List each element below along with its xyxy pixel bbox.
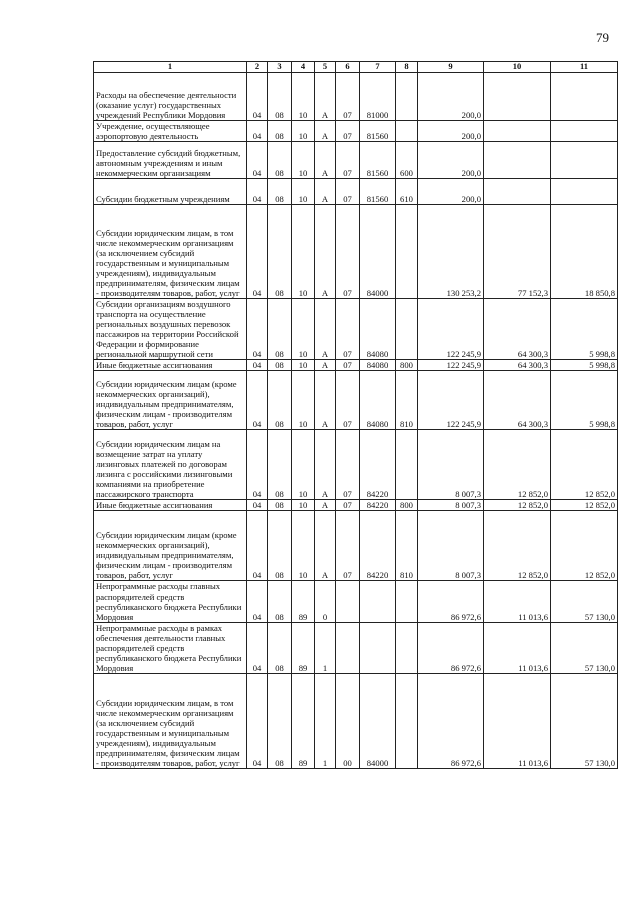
code-cell: 89 (292, 581, 315, 622)
code-cell (396, 121, 418, 142)
code-cell (396, 299, 418, 360)
code-cell: 08 (268, 500, 292, 511)
table-row (94, 360, 618, 371)
code-cell: 600 (396, 142, 418, 179)
code-cell: 81560 (360, 121, 396, 142)
code-cell: 04 (247, 360, 268, 371)
code-cell: А (315, 371, 336, 430)
code-cell: 08 (268, 360, 292, 371)
code-cell: А (315, 360, 336, 371)
code-cell: 84000 (360, 673, 396, 768)
code-cell (336, 581, 360, 622)
amount-cell (484, 73, 551, 121)
row-name: Субсидии бюджетным учреждениям (94, 179, 247, 205)
code-cell (396, 430, 418, 500)
code-cell (396, 73, 418, 121)
amount-cell: 57 130,0 (551, 581, 618, 622)
amount-cell: 11 013,6 (484, 622, 551, 673)
code-cell: 1 (315, 622, 336, 673)
code-cell: 08 (268, 371, 292, 430)
amount-cell: 64 300,3 (484, 360, 551, 371)
row-name: Субсидии юридическим лицам (кроме некоммерческих организаций), индивидуальным предпринимателям, физическим лицам - производителям товаров, работ, услуг (94, 511, 247, 581)
table-row (94, 622, 618, 673)
code-cell: 04 (247, 73, 268, 121)
row-name: Иные бюджетные ассигнования (94, 500, 247, 511)
column-header: 2 (247, 62, 268, 73)
code-cell: 610 (396, 179, 418, 205)
code-cell: 04 (247, 299, 268, 360)
code-cell: 81560 (360, 179, 396, 205)
code-cell: 0 (315, 581, 336, 622)
code-cell: 08 (268, 430, 292, 500)
amount-cell: 12 852,0 (484, 511, 551, 581)
table-body (94, 73, 618, 769)
amount-cell: 12 852,0 (551, 511, 618, 581)
code-cell: 04 (247, 581, 268, 622)
code-cell: 10 (292, 371, 315, 430)
code-cell: 04 (247, 179, 268, 205)
code-cell: А (315, 179, 336, 205)
code-cell: А (315, 511, 336, 581)
code-cell: 04 (247, 205, 268, 299)
amount-cell: 122 245,9 (418, 371, 484, 430)
code-cell: 04 (247, 371, 268, 430)
code-cell: 07 (336, 73, 360, 121)
column-header: 1 (94, 62, 247, 73)
amount-cell (484, 121, 551, 142)
amount-cell: 130 253,2 (418, 205, 484, 299)
row-name: Предоставление субсидий бюджетным, автономным учреждениям и иным некоммерческим организациям (94, 142, 247, 179)
amount-cell: 5 998,8 (551, 299, 618, 360)
table-row (94, 179, 618, 205)
code-cell (396, 581, 418, 622)
row-name: Субсидии юридическим лицам на возмещение затрат на уплату лизинговых платежей по договорам лизинга с российскими лизинговыми компаниями на приобретение пассажирского транспорта (94, 430, 247, 500)
code-cell: 81560 (360, 142, 396, 179)
code-cell: 04 (247, 121, 268, 142)
code-cell: 10 (292, 121, 315, 142)
amount-cell: 86 972,6 (418, 673, 484, 768)
code-cell: 08 (268, 205, 292, 299)
amount-cell: 200,0 (418, 142, 484, 179)
row-name: Субсидии юридическим лицам, в том числе некоммерческим организациям (за исключением субсидий государственным и муниципальным учреждениям), индивидуальным предпринимателям, физическим лицам - производителям товаров, работ, услуг (94, 205, 247, 299)
code-cell: 08 (268, 73, 292, 121)
table-row (94, 511, 618, 581)
table-row (94, 581, 618, 622)
table-row (94, 142, 618, 179)
amount-cell: 200,0 (418, 73, 484, 121)
code-cell: 07 (336, 121, 360, 142)
column-header: 4 (292, 62, 315, 73)
amount-cell: 57 130,0 (551, 673, 618, 768)
column-header: 10 (484, 62, 551, 73)
table-header-row (94, 62, 618, 73)
code-cell: 81000 (360, 73, 396, 121)
code-cell: 84220 (360, 511, 396, 581)
amount-cell: 12 852,0 (484, 500, 551, 511)
code-cell: 08 (268, 622, 292, 673)
code-cell: 04 (247, 430, 268, 500)
code-cell: 10 (292, 360, 315, 371)
code-cell: 10 (292, 179, 315, 205)
code-cell: 04 (247, 622, 268, 673)
amount-cell: 86 972,6 (418, 581, 484, 622)
code-cell: 08 (268, 673, 292, 768)
page-number: 79 (596, 30, 609, 45)
table-row (94, 371, 618, 430)
table-row (94, 500, 618, 511)
amount-cell: 12 852,0 (551, 430, 618, 500)
code-cell: А (315, 500, 336, 511)
code-cell: 800 (396, 360, 418, 371)
code-cell: А (315, 142, 336, 179)
code-cell: 07 (336, 511, 360, 581)
amount-cell (484, 179, 551, 205)
amount-cell (551, 73, 618, 121)
code-cell: 08 (268, 142, 292, 179)
code-cell: 07 (336, 179, 360, 205)
amount-cell: 12 852,0 (551, 500, 618, 511)
code-cell: 800 (396, 500, 418, 511)
row-name: Иные бюджетные ассигнования (94, 360, 247, 371)
code-cell: 10 (292, 500, 315, 511)
table-row (94, 73, 618, 121)
amount-cell: 57 130,0 (551, 622, 618, 673)
code-cell: 10 (292, 299, 315, 360)
code-cell: 04 (247, 500, 268, 511)
code-cell (360, 622, 396, 673)
code-cell: А (315, 73, 336, 121)
code-cell: 1 (315, 673, 336, 768)
amount-cell: 122 245,9 (418, 299, 484, 360)
code-cell (360, 581, 396, 622)
table-row (94, 430, 618, 500)
code-cell: 07 (336, 500, 360, 511)
code-cell: 810 (396, 511, 418, 581)
code-cell: 84000 (360, 205, 396, 299)
amount-cell: 5 998,8 (551, 371, 618, 430)
code-cell: 84080 (360, 371, 396, 430)
row-name: Субсидии организациям воздушного транспорта на осуществление региональных воздушных перевозок пассажиров на территории Российской Федерации и формирование региональной маршрутной сети (94, 299, 247, 360)
budget-table (93, 61, 618, 769)
amount-cell: 86 972,6 (418, 622, 484, 673)
amount-cell: 11 013,6 (484, 673, 551, 768)
table-row (94, 205, 618, 299)
amount-cell: 12 852,0 (484, 430, 551, 500)
code-cell: 84220 (360, 430, 396, 500)
code-cell: 07 (336, 430, 360, 500)
code-cell (396, 673, 418, 768)
code-cell: 10 (292, 73, 315, 121)
amount-cell: 200,0 (418, 179, 484, 205)
amount-cell: 200,0 (418, 121, 484, 142)
code-cell: 08 (268, 299, 292, 360)
amount-cell (551, 121, 618, 142)
row-name: Расходы на обеспечение деятельности (оказание услуг) государственных учреждений Республики Мордовия (94, 73, 247, 121)
amount-cell: 8 007,3 (418, 430, 484, 500)
row-name: Непрограммные расходы в рамках обеспечения деятельности главных распорядителей средств республиканского бюджета Республики Мордовия (94, 622, 247, 673)
column-header: 5 (315, 62, 336, 73)
row-name: Учреждение, осуществляющее аэропортовую деятельность (94, 121, 247, 142)
amount-cell: 5 998,8 (551, 360, 618, 371)
row-name: Субсидии юридическим лицам, в том числе некоммерческим организациям (за исключением субсидий государственным и муниципальным учреждениям), индивидуальным предпринимателям, физическим лицам - производителям товаров, работ, услуг (94, 673, 247, 768)
table-row (94, 673, 618, 768)
row-name: Субсидии юридическим лицам (кроме некоммерческих организаций), индивидуальным предпринимателям, физическим лицам - производителям товаров, работ, услуг (94, 371, 247, 430)
code-cell: 08 (268, 511, 292, 581)
code-cell: А (315, 430, 336, 500)
code-cell: 84080 (360, 360, 396, 371)
code-cell: 04 (247, 673, 268, 768)
column-header: 6 (336, 62, 360, 73)
code-cell: 08 (268, 581, 292, 622)
code-cell: 10 (292, 511, 315, 581)
code-cell: 07 (336, 371, 360, 430)
code-cell (336, 622, 360, 673)
amount-cell: 11 013,6 (484, 581, 551, 622)
code-cell: А (315, 299, 336, 360)
code-cell: А (315, 205, 336, 299)
amount-cell (484, 142, 551, 179)
column-header: 3 (268, 62, 292, 73)
code-cell: А (315, 121, 336, 142)
row-name: Непрограммные расходы главных распорядителей средств республиканского бюджета Республики Мордовия (94, 581, 247, 622)
code-cell: 89 (292, 673, 315, 768)
amount-cell (551, 179, 618, 205)
code-cell: 07 (336, 360, 360, 371)
column-header: 8 (396, 62, 418, 73)
column-header: 11 (551, 62, 618, 73)
code-cell: 10 (292, 430, 315, 500)
amount-cell: 8 007,3 (418, 500, 484, 511)
code-cell: 84220 (360, 500, 396, 511)
amount-cell: 64 300,3 (484, 371, 551, 430)
code-cell (396, 205, 418, 299)
code-cell: 07 (336, 299, 360, 360)
column-header: 9 (418, 62, 484, 73)
amount-cell: 64 300,3 (484, 299, 551, 360)
code-cell: 00 (336, 673, 360, 768)
column-header: 7 (360, 62, 396, 73)
amount-cell: 122 245,9 (418, 360, 484, 371)
code-cell: 10 (292, 205, 315, 299)
code-cell (396, 622, 418, 673)
code-cell: 08 (268, 179, 292, 205)
amount-cell (551, 142, 618, 179)
code-cell: 89 (292, 622, 315, 673)
code-cell: 08 (268, 121, 292, 142)
code-cell: 84080 (360, 299, 396, 360)
code-cell: 10 (292, 142, 315, 179)
code-cell: 04 (247, 511, 268, 581)
table-row (94, 121, 618, 142)
amount-cell: 8 007,3 (418, 511, 484, 581)
code-cell: 810 (396, 371, 418, 430)
table-row (94, 299, 618, 360)
code-cell: 07 (336, 142, 360, 179)
code-cell: 07 (336, 205, 360, 299)
amount-cell: 18 850,8 (551, 205, 618, 299)
amount-cell: 77 152,3 (484, 205, 551, 299)
code-cell: 04 (247, 142, 268, 179)
